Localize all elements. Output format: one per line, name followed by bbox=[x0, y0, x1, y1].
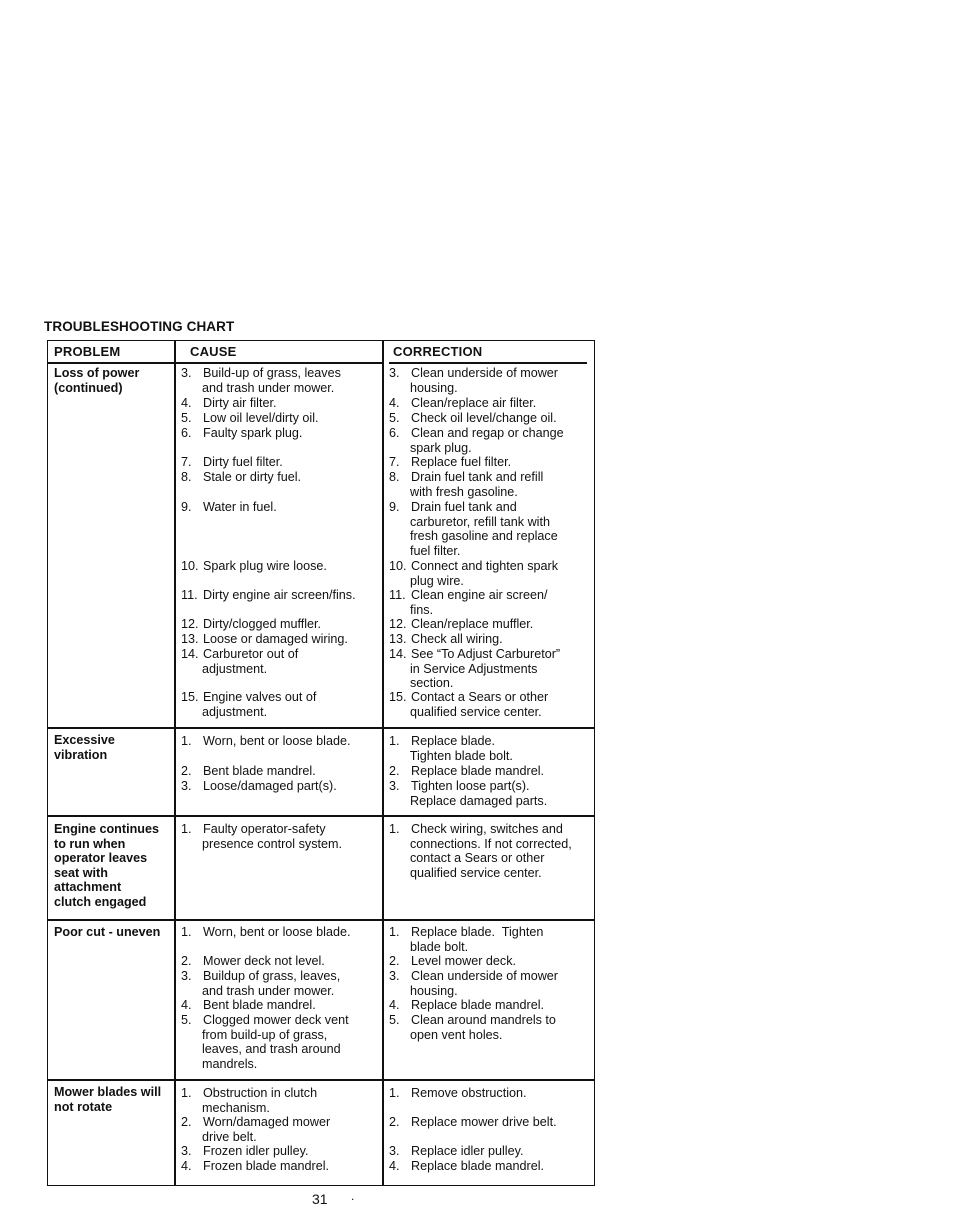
correction-item-number: 2. bbox=[389, 764, 400, 778]
cause-item-number: 3. bbox=[181, 1144, 192, 1158]
cause-item-text: Worn, bent or loose blade. bbox=[203, 925, 351, 939]
correction-item-text: Clean/replace air filter. bbox=[411, 396, 537, 410]
cause-item-text: Engine valves out of adjustment. bbox=[201, 690, 317, 719]
problem-label: Excessive vibration bbox=[54, 733, 115, 762]
correction-item-number: 8. bbox=[389, 470, 400, 484]
correction-item-number: 7. bbox=[389, 455, 400, 469]
correction-item-number: 13. bbox=[389, 632, 407, 646]
correction-item-number: 10. bbox=[389, 559, 407, 573]
cause-item bbox=[181, 969, 340, 998]
correction-item bbox=[389, 632, 503, 647]
cause-item-text: Frozen blade mandrel. bbox=[203, 1159, 330, 1173]
correction-item-number: 11. bbox=[389, 588, 406, 602]
cause-item-number: 4. bbox=[181, 998, 192, 1012]
correction-item bbox=[389, 647, 560, 691]
correction-item bbox=[389, 1144, 523, 1159]
correction-item-text: Replace blade. Tighten blade bolt. bbox=[409, 925, 544, 954]
correction-item bbox=[389, 998, 544, 1013]
correction-item bbox=[389, 925, 543, 954]
correction-item bbox=[389, 470, 543, 499]
correction-item-text: Drain fuel tank and refill with fresh gasoline. bbox=[409, 470, 544, 499]
correction-item-text: Replace mower drive belt. bbox=[411, 1115, 557, 1129]
correction-item-number: 1. bbox=[389, 822, 400, 836]
cause-item bbox=[181, 588, 356, 603]
cause-item-number: 12. bbox=[181, 617, 199, 631]
correction-item bbox=[389, 426, 564, 455]
cause-item-number: 5. bbox=[181, 1013, 192, 1027]
cause-item-number: 9. bbox=[181, 500, 192, 514]
correction-item bbox=[389, 779, 547, 808]
cause-item bbox=[181, 647, 298, 676]
correction-item bbox=[389, 969, 558, 998]
cause-item bbox=[181, 396, 276, 411]
cause-item bbox=[181, 455, 283, 470]
correction-item-text: Replace idler pulley. bbox=[411, 1144, 524, 1158]
cause-item-text: Dirty engine air screen/fins. bbox=[203, 588, 356, 602]
correction-item-number: 12. bbox=[389, 617, 407, 631]
cause-item-number: 2. bbox=[181, 954, 192, 968]
cause-item bbox=[181, 822, 342, 851]
correction-item bbox=[389, 822, 572, 881]
cause-item-number: 5. bbox=[181, 411, 192, 425]
cause-item bbox=[181, 1144, 308, 1159]
header-correction: CORRECTION bbox=[393, 344, 483, 359]
cause-item-number: 4. bbox=[181, 396, 192, 410]
correction-item bbox=[389, 366, 558, 395]
cause-item bbox=[181, 470, 301, 485]
correction-item-text: Clean underside of mower housing. bbox=[409, 366, 559, 395]
row-separator bbox=[48, 919, 594, 921]
cause-item-text: Stale or dirty fuel. bbox=[203, 470, 301, 484]
correction-item-number: 1. bbox=[389, 1086, 400, 1100]
correction-item-text: See “To Adjust Carburetor” in Service Adjustments section. bbox=[409, 647, 561, 691]
cause-item-number: 8. bbox=[181, 470, 192, 484]
header-problem: PROBLEM bbox=[54, 344, 121, 359]
cause-item bbox=[181, 779, 337, 794]
problem-label: Engine continues to run when operator leaves seat with attachment clutch engaged bbox=[54, 822, 159, 909]
problem-label: Loss of power (continued) bbox=[54, 366, 140, 395]
cause-item-number: 3. bbox=[181, 969, 192, 983]
cause-item bbox=[181, 500, 277, 515]
correction-item-number: 4. bbox=[389, 998, 400, 1012]
problem-label: Poor cut - uneven bbox=[54, 925, 161, 939]
cause-item-number: 13. bbox=[181, 632, 199, 646]
cause-item-text: Obstruction in clutch mechanism. bbox=[201, 1086, 318, 1115]
correction-item bbox=[389, 500, 558, 559]
correction-item-number: 3. bbox=[389, 1144, 400, 1158]
correction-item-number: 3. bbox=[389, 366, 400, 380]
cause-item-text: Build-up of grass, leaves and trash under mower. bbox=[201, 366, 341, 395]
correction-item-number: 9. bbox=[389, 500, 400, 514]
header-underline bbox=[48, 362, 176, 364]
cause-item-number: 3. bbox=[181, 366, 192, 380]
cause-item-number: 14. bbox=[181, 647, 199, 661]
correction-item bbox=[389, 1159, 544, 1174]
cause-item-text: Dirty air filter. bbox=[203, 396, 277, 410]
cause-item-number: 3. bbox=[181, 779, 192, 793]
correction-item-text: Level mower deck. bbox=[411, 954, 516, 968]
cause-item bbox=[181, 426, 302, 441]
correction-item-number: 6. bbox=[389, 426, 400, 440]
cause-item-number: 6. bbox=[181, 426, 192, 440]
cause-item bbox=[181, 690, 316, 719]
correction-item bbox=[389, 455, 511, 470]
cause-item-number: 2. bbox=[181, 1115, 192, 1129]
cause-item-text: Bent blade mandrel. bbox=[203, 764, 316, 778]
cause-item bbox=[181, 1115, 330, 1144]
correction-item bbox=[389, 764, 544, 779]
cause-item-number: 1. bbox=[181, 734, 192, 748]
cause-item bbox=[181, 998, 316, 1013]
correction-item-number: 15. bbox=[389, 690, 407, 704]
correction-item bbox=[389, 1115, 557, 1130]
troubleshooting-table bbox=[47, 340, 595, 1186]
cause-item-text: Spark plug wire loose. bbox=[203, 559, 327, 573]
correction-item-number: 4. bbox=[389, 1159, 400, 1173]
cause-item bbox=[181, 764, 316, 779]
cause-item-text: Faulty operator-safety presence control system. bbox=[201, 822, 342, 851]
cause-item-number: 2. bbox=[181, 764, 192, 778]
correction-item-text: Tighten loose part(s). Replace damaged parts. bbox=[409, 779, 548, 808]
cause-item bbox=[181, 1086, 317, 1115]
cause-item-text: Dirty/clogged muffler. bbox=[203, 617, 322, 631]
cause-item-text: Clogged mower deck vent from build-up of grass, leaves, and trash around mandrels. bbox=[201, 1013, 349, 1072]
cause-item-number: 11. bbox=[181, 588, 198, 602]
correction-item-text: Replace blade mandrel. bbox=[411, 764, 545, 778]
correction-item-number: 5. bbox=[389, 411, 400, 425]
correction-item bbox=[389, 1086, 527, 1101]
correction-item-text: Remove obstruction. bbox=[411, 1086, 527, 1100]
correction-item-text: Contact a Sears or other qualified service center. bbox=[409, 690, 549, 719]
header-underline bbox=[176, 362, 384, 364]
header-underline bbox=[389, 362, 587, 364]
cause-item-text: Dirty fuel filter. bbox=[203, 455, 283, 469]
correction-item-text: Check oil level/change oil. bbox=[411, 411, 557, 425]
correction-item-number: 5. bbox=[389, 1013, 400, 1027]
correction-item-text: Drain fuel tank and carburetor, refill tank with fresh gasoline and replace fuel filter. bbox=[409, 500, 558, 559]
correction-item-number: 1. bbox=[389, 734, 400, 748]
correction-item-text: Clean engine air screen/ fins. bbox=[409, 588, 548, 617]
cause-item-number: 7. bbox=[181, 455, 192, 469]
cause-item bbox=[181, 1013, 349, 1072]
correction-item-number: 14. bbox=[389, 647, 407, 661]
cause-item bbox=[181, 954, 325, 969]
correction-item-number: 3. bbox=[389, 779, 400, 793]
cause-item-text: Worn, bent or loose blade. bbox=[203, 734, 351, 748]
correction-item-text: Connect and tighten spark plug wire. bbox=[409, 559, 559, 588]
page-title: TROUBLESHOOTING CHART bbox=[44, 319, 235, 334]
cause-item-text: Loose or damaged wiring. bbox=[203, 632, 348, 646]
row-separator bbox=[48, 727, 594, 729]
cause-item-text: Frozen idler pulley. bbox=[203, 1144, 309, 1158]
correction-item-text: Clean around mandrels to open vent holes. bbox=[409, 1013, 556, 1042]
correction-item bbox=[389, 954, 516, 969]
correction-item-text: Clean/replace muffler. bbox=[411, 617, 534, 631]
correction-item bbox=[389, 559, 558, 588]
cause-item bbox=[181, 617, 321, 632]
correction-item-text: Replace fuel filter. bbox=[411, 455, 512, 469]
cause-item-text: Bent blade mandrel. bbox=[203, 998, 316, 1012]
correction-item bbox=[389, 1013, 556, 1042]
correction-item bbox=[389, 588, 548, 617]
cause-item-text: Carburetor out of adjustment. bbox=[201, 647, 299, 676]
correction-item bbox=[389, 617, 533, 632]
correction-item bbox=[389, 396, 536, 411]
row-separator bbox=[48, 815, 594, 817]
row-separator bbox=[48, 1079, 594, 1081]
cause-item-text: Low oil level/dirty oil. bbox=[203, 411, 319, 425]
header-cause: CAUSE bbox=[190, 344, 237, 359]
cause-item-text: Mower deck not level. bbox=[203, 954, 325, 968]
cause-item-number: 1. bbox=[181, 1086, 192, 1100]
cause-item bbox=[181, 632, 348, 647]
correction-item-number: 1. bbox=[389, 925, 400, 939]
correction-item-text: Check wiring, switches and connections. If not corrected, contact a Sears or other qualified service center. bbox=[409, 822, 572, 881]
cause-item bbox=[181, 925, 351, 940]
correction-item-text: Check all wiring. bbox=[411, 632, 503, 646]
column-divider bbox=[174, 341, 176, 1185]
cause-item-text: Water in fuel. bbox=[203, 500, 277, 514]
correction-item-text: Clean underside of mower housing. bbox=[409, 969, 559, 998]
correction-item-number: 2. bbox=[389, 954, 400, 968]
cause-item-number: 1. bbox=[181, 822, 192, 836]
column-divider bbox=[382, 341, 384, 1185]
correction-item-text: Replace blade. Tighten blade bolt. bbox=[409, 734, 513, 763]
correction-item-number: 2. bbox=[389, 1115, 400, 1129]
problem-label: Mower blades will not rotate bbox=[54, 1085, 162, 1114]
cause-item-number: 1. bbox=[181, 925, 192, 939]
cause-item bbox=[181, 366, 341, 395]
page-number: 31 bbox=[312, 1191, 328, 1207]
correction-item-text: Clean and regap or change spark plug. bbox=[409, 426, 564, 455]
cause-item bbox=[181, 411, 319, 426]
correction-item-number: 3. bbox=[389, 969, 400, 983]
cause-item-number: 10. bbox=[181, 559, 199, 573]
page-mark: . bbox=[351, 1189, 355, 1203]
cause-item-text: Worn/damaged mower drive belt. bbox=[201, 1115, 331, 1144]
correction-item-text: Replace blade mandrel. bbox=[411, 1159, 545, 1173]
cause-item-text: Faulty spark plug. bbox=[203, 426, 303, 440]
correction-item bbox=[389, 734, 513, 763]
cause-item-text: Loose/damaged part(s). bbox=[203, 779, 337, 793]
cause-item bbox=[181, 1159, 329, 1174]
cause-item-text: Buildup of grass, leaves, and trash under mower. bbox=[201, 969, 341, 998]
cause-item-number: 15. bbox=[181, 690, 199, 704]
correction-item bbox=[389, 411, 557, 426]
cause-item-number: 4. bbox=[181, 1159, 192, 1173]
cause-item bbox=[181, 734, 351, 749]
cause-item bbox=[181, 559, 327, 574]
correction-item bbox=[389, 690, 548, 719]
correction-item-number: 4. bbox=[389, 396, 400, 410]
correction-item-text: Replace blade mandrel. bbox=[411, 998, 545, 1012]
